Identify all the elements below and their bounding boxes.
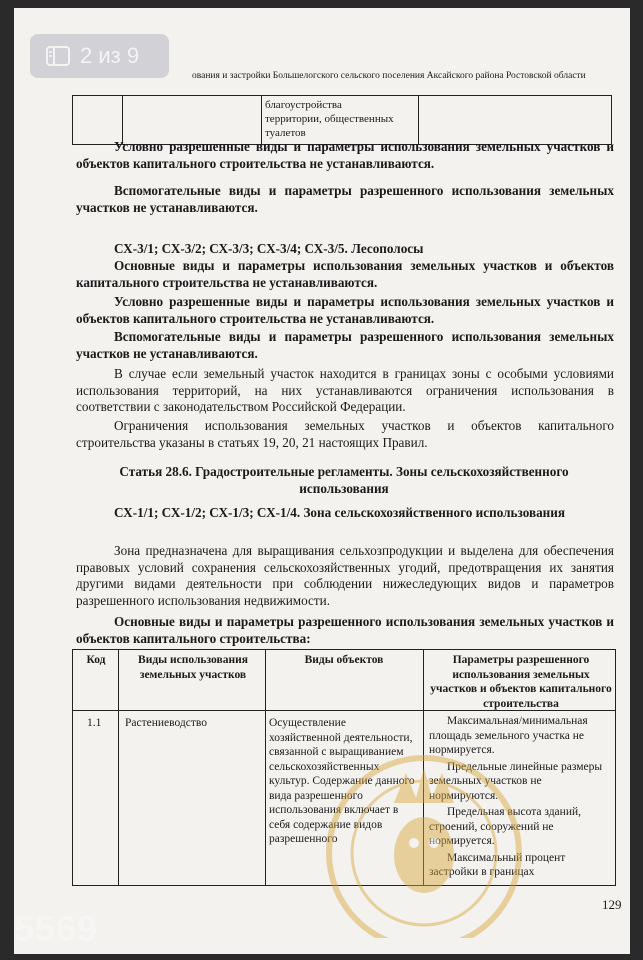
paragraph: Вспомогательные виды и параметры разрешенного использования земельных участков не устанавливаются. [76, 329, 614, 361]
paragraph: Ограничения использования земельных участков и объектов капитального строительства указаны в статьях 19, 20, 21 настоящих Правил. [76, 418, 614, 450]
param-line: Предельная высота зданий, строений, сооружений не нормируется. [429, 806, 582, 847]
table-header-code: Код [86, 654, 106, 666]
page-counter-text: 2 из 9 [80, 43, 140, 68]
table-divider [418, 96, 419, 144]
paragraph: В случае если земельный участок находится в границах зоны с особыми условиями использования территорий, на них устанавливаются ограничения использования в соответствии с законодательством Российской Федерации. [76, 366, 614, 414]
table-header-objects: Виды объектов [304, 654, 384, 666]
table-divider [118, 650, 119, 885]
paragraph: Зона предназначена для выращивания сельхозпродукции и выделена для обеспечения правовых условий сохранения сельскохозяйственных угодий, предотвращения их занятия другими видами деятельности при соблюдении нижеследующих видов и параметров разрешенного использования недвижимости. [76, 543, 614, 608]
paragraph: Вспомогательные виды и параметры разрешенного использования земельных участков не устанавливаются. [76, 183, 614, 215]
top-table-fragment [72, 95, 612, 145]
article-title: Статья 28.6. Градостроительные регламенты. Зоны сельскохозяйственного использования [119, 464, 569, 496]
zone-heading: СХ-1/1; СХ-1/2; СХ-1/3; СХ-1/4. Зона сельскохозяйственного использования [114, 505, 566, 520]
param-line: Предельные линейные размеры земельных участков не нормируются. [429, 760, 603, 802]
document-page [14, 8, 630, 954]
table-header-params: Параметры разрешенного использования земельных участков и объектов капитального строительства [430, 654, 612, 710]
paragraph: Основные виды и параметры разрешенного использования земельных участков и объектов капитального строительства: [76, 614, 614, 646]
cell-line: благоустройства [265, 99, 342, 111]
top-table-cell [265, 98, 415, 140]
watermark-number: 5569 [14, 908, 99, 949]
pages-icon [46, 46, 70, 66]
cell-line: территории, общественных [265, 113, 394, 125]
cell-line: туалетов [265, 127, 306, 139]
param-line: Максимальный процент застройки в границах [429, 851, 566, 878]
table-divider [261, 96, 262, 144]
row-code: 1.1 [87, 717, 102, 729]
table-divider [265, 650, 266, 885]
paragraph: Основные виды и параметры использования земельных участков и объектов капитального строительства не устанавливаются. [76, 258, 614, 290]
page-counter-badge[interactable] [30, 34, 169, 78]
row-objects: Осуществление хозяйственной деятельности, связанной с выращиванием сельскохозяйственных культур. Содержание данного вида разрешенного использования включает в себя содержание видов разрешенного [269, 717, 415, 845]
seal-stamp-watermark [314, 743, 534, 938]
param-line: Максимальная/минимальная площадь земельного участка не нормируется. [429, 715, 588, 756]
table-header-use: Виды использования земельных участков [138, 654, 248, 681]
table-divider [122, 96, 123, 144]
page-number: 129 [602, 897, 622, 912]
paragraph: Условно разрешенные виды и параметры использования земельных участков и объектов капитального строительства не устанавливаются. [76, 294, 614, 326]
row-use: Растениеводство [125, 717, 207, 729]
running-header: ования и застройки Большелогского сельского поселения Аксайского района Ростовской области [192, 71, 586, 81]
paragraph: Условно разрешенные виды и параметры использования земельных участков и объектов капитального строительства не устанавливаются. [76, 139, 614, 171]
zone-heading: СХ-3/1; СХ-3/2; СХ-3/3; СХ-3/4; СХ-3/5. Лесополосы [114, 241, 424, 256]
